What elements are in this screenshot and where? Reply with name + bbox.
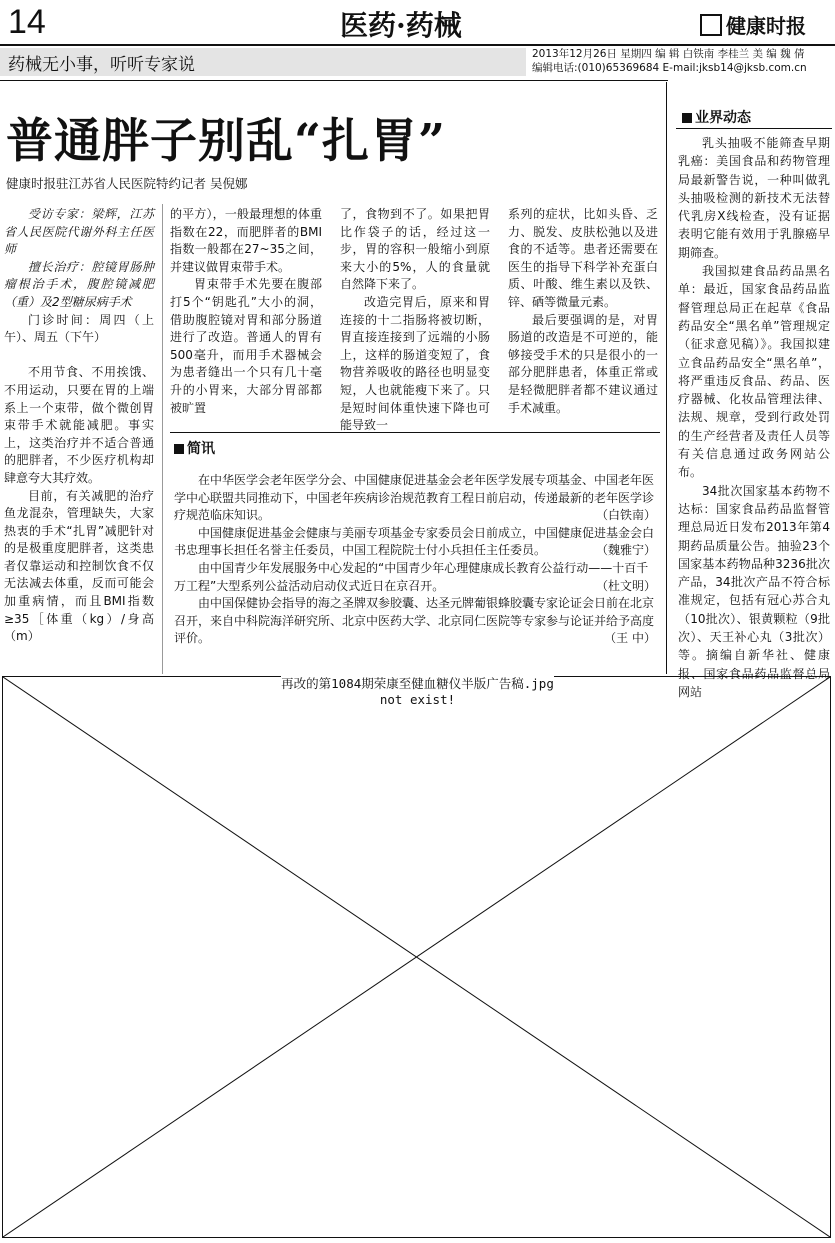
sidebar-title: 业界动态 <box>695 110 751 126</box>
advertisement-placeholder <box>2 676 831 1238</box>
article-column-4 <box>508 206 658 417</box>
article-paragraph: 系列的症状，比如头昏、乏力、脱发、皮肤松弛以及进食的不适等。患者还需要在医生的指导下科学补充蛋白质、叶酸、维生素以及铁、锌、硒等微量元素。 <box>508 207 658 309</box>
brief-item <box>174 525 656 560</box>
logo-text: 健康时报 <box>726 14 806 38</box>
sidebar-heading <box>682 107 751 127</box>
column-divider <box>162 204 163 674</box>
column-title: 药械无小事，听听专家说 <box>8 55 195 75</box>
missing-image-status: not exist! <box>379 692 456 707</box>
newspaper-logo <box>700 10 806 39</box>
section-title: 医药·药械 <box>340 9 462 42</box>
sidebar-divider <box>666 82 667 674</box>
sidebar-rule <box>676 128 832 129</box>
article-paragraph <box>4 347 154 365</box>
sidebar-news <box>678 134 830 701</box>
credit-line-contact: 编辑电话:(010)65369684 E-mail:jksb14@jksb.com.cn <box>532 62 807 74</box>
sidebar-news-item: 我国拟建食品药品黑名单：最近，国家食品药品监督管理总局正在起草《食品药品安全“黑名单”管理规定（征求意见稿）》。我国拟建立食品药品安全“黑名单”，将严重违反食品、药品、医疗器械、化妆品管理法律、法规、规章，受到行政处罚的生产经营者及责任人员等有关信息通过政务网站公布。 <box>678 264 830 480</box>
article-paragraph: 了，食物到不了。如果把胃比作袋子的话，经过这一步，胃的容积一般缩小到原来大小的5%，人的食量就自然降下来了。 <box>340 207 490 292</box>
top-rule <box>0 44 835 46</box>
brief-text: 中国健康促进基金会健康与美丽专项基金专家委员会日前成立，中国健康促进基金会白书忠理事长担任名誉主任委员，中国工程院院士付小兵担任主任委员。 <box>174 525 655 558</box>
brief-text: 在中华医学会老年医学分会、中国健康促进基金会老年医学发展专项基金、中国老年医学中心联盟共同推动下，中国老年疾病诊治规范教育工程日前启动，传递最新的老年医学诊疗规范临床知识。 <box>174 473 655 523</box>
brief-item <box>174 560 656 595</box>
article-paragraph: 改造完胃后，原来和胃连接的十二指肠将被切断，胃直接连接到了远端的小肠上，这样的肠道变短了，食物营养吸收的路径也明显变短，人也就能瘦下来了。只是短时间体重快速下降也可能导致一 <box>340 294 490 433</box>
credit-line-editors: 2013年12月26日 星期四 编 辑 白铁南 李桂兰 美 编 魏 倩 <box>532 48 805 60</box>
brief-author: （魏雅宁） <box>595 543 656 558</box>
brief-item <box>174 472 656 525</box>
article-column-2 <box>170 206 322 417</box>
page-number: 14 <box>8 3 46 41</box>
briefs-title: 简讯 <box>187 441 215 457</box>
missing-image-filename: 再改的第1084期荣康至健血糖仪半版广告稿.jpg <box>281 676 554 691</box>
article-paragraph: 的平方），一般最理想的体重指数在22，而肥胖者的BMI指数一般都在27~35之间，并建议做胃束带手术。 <box>170 207 322 274</box>
article-column-1 <box>4 206 154 646</box>
briefs-heading <box>174 438 215 458</box>
square-bullet-icon <box>682 113 692 123</box>
article-paragraph: 受访专家：梁辉，江苏省人民医院代谢外科主任医师 <box>4 207 154 257</box>
brief-author: （白铁南） <box>595 508 656 523</box>
article-paragraph: 最后要强调的是，对胃肠道的改造是不可逆的，能够接受手术的只是很小的一部分肥胖患者，体重正常或是轻微肥胖者都不建议通过手术减重。 <box>508 312 658 415</box>
brief-item <box>174 595 656 648</box>
brief-author: （杜文明） <box>595 578 656 593</box>
brief-text: 由中国青少年发展服务中心发起的“中国青少年心理健康成长教育公益行动——十百千万工程”大型系列公益活动启动仪式近日在京召开。 <box>174 560 649 593</box>
article-paragraph: 目前，有关减肥的治疗鱼龙混杂，管理缺失，大家热衷的手术“扎胃”减肥针对的是极重度肥胖者，这类患者仅靠运动和控制饮食不仅无法减去体重，反而可能会加重病情，而且BMI指数≥35［体重（kg）/身高（m） <box>4 488 154 644</box>
briefs-top-rule <box>170 432 660 433</box>
sidebar-news-item: 乳头抽吸不能筛查早期乳癌：美国食品和药物管理局最新警告说，一种叫做乳头抽吸检测的新技术无法替代乳房X线检查，没有证据表明它能有效用于乳腺癌早期筛查。 <box>678 136 830 260</box>
square-bullet-icon <box>174 444 184 454</box>
article-headline: 普通胖子别乱“扎胃” <box>6 114 447 169</box>
briefs-list <box>174 472 656 648</box>
header-rule <box>0 80 668 81</box>
sidebar-news-item: 34批次国家基本药物不达标：国家食品药品监督管理总局近日发布2013年第4期药品质量公告。抽验23个国家基本药物品种3236批次产品，34批次产品不符合标准规定，包括有冠心苏合丸（10批次）、银黄颗粒（9批次）、天王补心丸（3批次）等。摘编自新华社、健康报、国家食品药品监督总局网站 <box>678 483 830 699</box>
article-paragraph: 胃束带手术先要在腹部打5个“钥匙孔”大小的洞，借助腹腔镜对胃和部分肠道进行了改造。普通人的胃有500毫升，而用手术器械会为患者缝出一个只有几十毫升的小胃来，大部分胃部都被旷置 <box>170 277 322 415</box>
credit-block <box>532 47 807 75</box>
article-paragraph: 不用节食、不用挨饿、不用运动，只要在胃的上端系上一个束带，做个微创胃束带手术就能减肥。事实上，这类治疗并不适合普通的肥胖者，不少医疗机构却肆意夸大其疗效。 <box>4 365 154 485</box>
article-paragraph: 擅长治疗：腔镜胃肠肿瘤根治手术，腹腔镜减肥（重）及2型糖尿病手术 <box>4 259 154 309</box>
logo-icon <box>700 14 722 36</box>
brief-text: 由中国保健协会指导的海之圣牌双参胶囊、达圣元牌葡银蜂胶囊专家论证会日前在北京召开，来自中科院海洋研究所、北京中医药大学、北京同仁医院等专家参与论证并给予高度评价。 <box>174 596 655 646</box>
brief-author: （王 中） <box>604 631 656 646</box>
article-paragraph: 门诊时间：周四（上午）、周五（下午） <box>4 312 154 345</box>
article-column-3 <box>340 206 490 435</box>
broken-image-cross-icon <box>3 677 830 1237</box>
article-byline: 健康时报驻江苏省人民医院特约记者 吴倪娜 <box>6 176 248 191</box>
missing-image-message <box>0 676 835 708</box>
